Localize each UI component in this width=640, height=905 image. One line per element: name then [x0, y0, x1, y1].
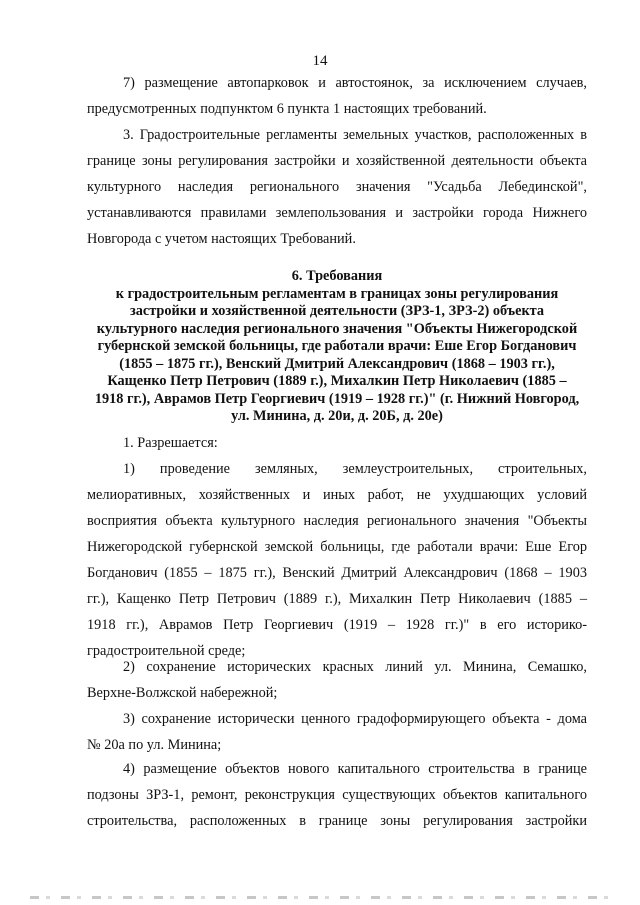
- heading-line: губернской земской больницы, где работали врачи: Еше Егор Богданович: [97, 338, 577, 354]
- text-line: предусмотренных подпунктом 6 пункта 1 настоящих требований.: [87, 101, 487, 117]
- text-line: Новгорода с учетом настоящих Требований.: [87, 231, 356, 247]
- paragraph-item-4: [87, 756, 587, 834]
- page-number: 14: [312, 53, 328, 69]
- text-line: Верхне-Волжской набережной;: [87, 685, 278, 701]
- text-line: 1) проведение земляных, землеустроительных, строительных,: [123, 461, 587, 477]
- text-line: 1. Разрешается:: [123, 435, 218, 451]
- heading-line: культурного наследия регионального значения "Объекты Нижегородской: [96, 320, 578, 337]
- heading-line: 6. Требования: [291, 268, 383, 284]
- text-line: гг.), Кащенко Петр Петрович (1889 г.), Михалкин Петр Николаевич (1885 –: [87, 591, 587, 607]
- paragraph-section-3: [87, 122, 587, 252]
- text-line: градостроительной среде;: [87, 643, 246, 659]
- paragraph-lines: [87, 70, 587, 122]
- text-line: подзоны ЗРЗ-1, ремонт, реконструкция существующих объектов капитального: [87, 787, 587, 803]
- text-line: Богданович (1855 – 1875 гг.), Венский Дмитрий Александрович (1868 – 1903: [87, 565, 587, 581]
- scan-edge-artifact: [30, 896, 610, 899]
- paragraph-lines: [87, 654, 587, 706]
- heading-line: (1855 – 1875 гг.), Венский Дмитрий Александрович (1868 – 1903 гг.),: [119, 355, 555, 372]
- heading-line: ул. Минина, д. 20и, д. 20Б, д. 20е): [231, 408, 443, 424]
- paragraph-item-1: [87, 456, 587, 664]
- text-line: 3. Градостроительные регламенты земельных участков, расположенных в: [123, 127, 587, 143]
- heading-line: застройки и хозяйственной деятельности (ЗРЗ-1, ЗРЗ-2) объекта: [129, 303, 545, 319]
- text-line: культурного наследия регионального значения "Усадьба Лебединской",: [87, 179, 587, 195]
- text-line: 1918 гг.), Аврамов Петр Георгиевич (1919 – 1928 гг.)" в его историко-: [87, 617, 587, 633]
- heading-line: 1918 гг.), Аврамов Петр Георгиевич (1919 – 1928 гг.)" (г. Нижний Новгород,: [94, 390, 580, 407]
- text-line: границе зоны регулирования застройки и хозяйственной деятельности объекта: [87, 153, 587, 169]
- paragraph-lines: [87, 706, 587, 758]
- text-line: 3) сохранение исторически ценного градоформирующего объекта - дома: [123, 711, 587, 727]
- section-heading: [87, 268, 587, 426]
- heading-line: Кащенко Петр Петрович (1889 г.), Михалкин Петр Николаевич (1885 –: [107, 373, 567, 389]
- text-line: 4) размещение объектов нового капитального строительства в границе: [123, 761, 587, 777]
- text-line: восприятия объекта культурного наследия регионального значения "Объекты: [87, 513, 587, 529]
- paragraph-lines: [87, 122, 587, 252]
- text-line: строительства, расположенных в границе зоны регулирования застройки: [87, 813, 587, 829]
- text-line: устанавливаются правилами землепользования и застройки города Нижнего: [87, 205, 587, 221]
- paragraph-item-3: [87, 706, 587, 758]
- text-line: мелиоративных, хозяйственных и иных работ, не ухудшающих условий: [87, 487, 587, 503]
- paragraph-item-2: [87, 654, 587, 706]
- heading-line: к градостроительным регламентам в границах зоны регулирования: [115, 285, 559, 302]
- text-line: 2) сохранение исторических красных линий ул. Минина, Семашко,: [123, 659, 587, 675]
- paragraph-lines: [87, 756, 587, 834]
- text-line: Нижегородской губернской земской больницы, где работали врачи: Еше Егор: [87, 539, 587, 555]
- paragraph-lines: [87, 430, 587, 456]
- paragraph-allowed: [87, 430, 587, 456]
- paragraph-lines: [87, 456, 587, 664]
- text-line: № 20а по ул. Минина;: [87, 737, 222, 753]
- paragraph-item-7: [87, 70, 587, 122]
- text-line: 7) размещение автопарковок и автостоянок, за исключением случаев,: [123, 75, 587, 91]
